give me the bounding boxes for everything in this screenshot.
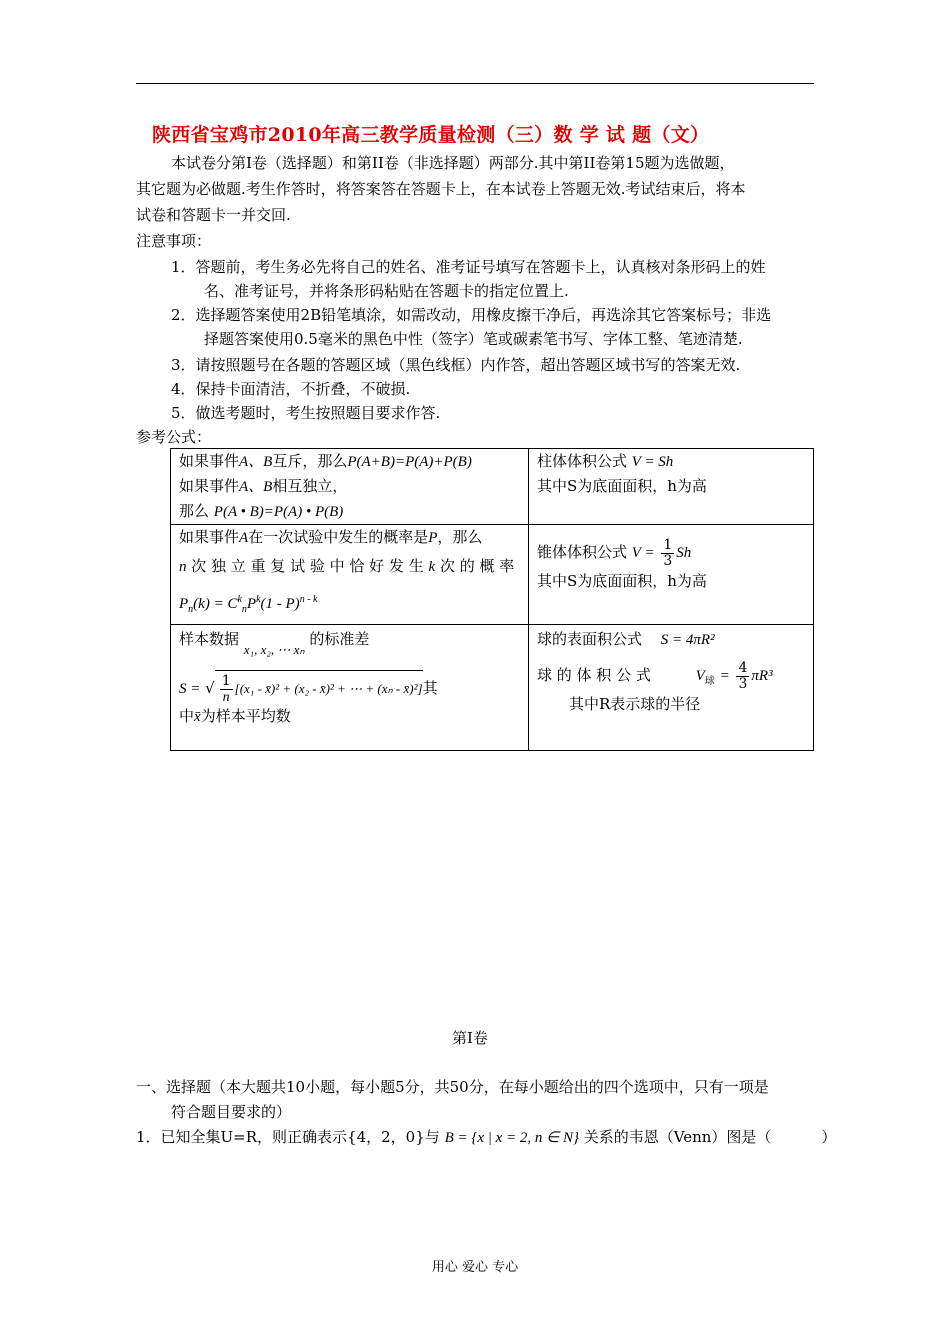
- text: 如果事件: [179, 477, 240, 495]
- page-title: 陕西省宝鸡市2010年高三教学质量检测（三）数 学 试 题（文）: [152, 124, 710, 146]
- math-sum: [(x₁ - x̄)² + (x₂ - x̄)² + ⋯ + (xₙ - x̄)²]: [234, 681, 423, 696]
- numerator: 1: [663, 536, 673, 553]
- stddev-line-1: [179, 627, 520, 657]
- math-pir3: πR³: [751, 668, 773, 684]
- text: 互斥，那么: [272, 452, 348, 470]
- independent-line: [179, 474, 520, 499]
- text: 次 独 立 重 复 试 验 中 恰 好 发 生: [186, 557, 429, 575]
- prism-volume-line: [537, 449, 805, 474]
- intro-line-3: 试卷和答题卡一并交回.: [136, 206, 291, 224]
- math-sub: n: [241, 604, 247, 615]
- denominator: n: [222, 689, 230, 705]
- section-title: 第Ⅰ卷: [452, 1029, 488, 1047]
- math-sup: k: [237, 594, 242, 605]
- formula-cell-prism: [529, 449, 814, 525]
- notice-3: 3．请按照题号在各题的答题区域（黑色线框）内作答，超出答题区域书写的答案无效.: [171, 356, 741, 374]
- fraction: [661, 538, 674, 569]
- math-samples: x₁, x₂, ⋯ xₙ: [243, 642, 305, 657]
- math-prism-volume: V = Sh: [631, 454, 674, 470]
- math-sub: n: [188, 604, 194, 615]
- binomial-formula: [179, 587, 520, 615]
- numerator: 1: [221, 672, 231, 689]
- math-ab: A、B: [239, 454, 273, 470]
- text: 的标准差: [309, 630, 370, 648]
- math-expr: (1 - P): [260, 596, 300, 612]
- math-sub: 球: [704, 676, 715, 687]
- formula-table: [170, 448, 814, 751]
- text: 如果事件: [179, 528, 240, 546]
- intro-line-2: 其它题为必做题.考生作答时，将答案答在答题卡上，在本试卷上答题无效.考试结束后，将本: [136, 180, 746, 198]
- math-sum-rule: P(A+B)=P(A)+P(B): [347, 454, 472, 470]
- part1-heading-cont: 符合题目要求的）: [171, 1103, 292, 1121]
- fraction: [736, 661, 749, 692]
- math-xbar: x̄: [194, 709, 201, 725]
- formula-heading: 参考公式：: [136, 428, 212, 446]
- math-sh: Sh: [676, 545, 692, 561]
- stddev-formula: [179, 670, 520, 704]
- part1-heading: 一、选择题（本大题共10小题，每小题5分，共50分，在每小题给出的四个选项中，只有一项是: [136, 1078, 769, 1096]
- notice-2-cont: 择题答案使用0.5毫米的黑色中性（签字）笔或碳素笔书写、字体工整、笔迹清楚.: [204, 330, 743, 348]
- question-1: [136, 1126, 836, 1147]
- math-sphere-area: S = 4πR²: [660, 632, 715, 648]
- text: 锥体体积公式: [537, 543, 628, 561]
- math-a: A: [239, 530, 249, 546]
- text: 次 的 概 率: [435, 557, 515, 575]
- math-s: S =: [179, 681, 201, 697]
- sphere-area-line: [537, 627, 805, 652]
- math-eq: =: [719, 668, 730, 684]
- stddev-note: [179, 704, 520, 729]
- formula-cell-cone: [529, 525, 814, 625]
- math-p: P: [246, 596, 257, 612]
- q1-text: ）: [821, 1128, 837, 1146]
- math-sup: k: [256, 594, 261, 605]
- formula-cell-stddev: [171, 625, 529, 751]
- sphere-note: 其中R表示球的半径: [569, 695, 701, 713]
- text: ，那么: [437, 528, 483, 546]
- sphere-volume-line: [537, 658, 805, 692]
- math-n: n: [179, 559, 187, 575]
- binomial-line-1: [179, 525, 520, 550]
- numerator: 4: [738, 659, 748, 676]
- q1-text: 关系的韦恩（Venn）图是（: [583, 1128, 772, 1146]
- text: 其: [422, 679, 438, 697]
- fraction: [220, 674, 233, 705]
- math-product-rule: P(A • B)=P(A) • P(B): [213, 504, 344, 520]
- text: 那么: [179, 502, 210, 520]
- cone-volume-line: [537, 535, 805, 569]
- page-footer: 用心 爱心 专心: [431, 1260, 519, 1275]
- text: 球 的 体 积 公 式: [537, 666, 651, 684]
- notice-5: 5．做选考题时，考生按照题目要求作答.: [171, 404, 441, 422]
- text: 相互独立，: [272, 477, 348, 495]
- formula-cell-sphere: [529, 625, 814, 751]
- math-v: V =: [631, 545, 655, 561]
- notice-4: 4．保持卡面清洁，不折叠，不破损.: [171, 380, 411, 398]
- math-v: V: [695, 668, 705, 684]
- intro-line-1: 本试卷分第Ⅰ卷（选择题）和第II卷（非选择题）两部分.其中第II卷第15题为选做题，: [171, 154, 735, 172]
- math-expr: (k) = C: [193, 596, 238, 612]
- math-sup: n - k: [299, 594, 318, 605]
- sqrt-icon: √: [205, 679, 215, 697]
- prism-note: 其中S为底面面积，h为高: [537, 477, 707, 495]
- math-ab: A、B: [239, 479, 273, 495]
- math-p: P: [179, 596, 189, 612]
- math-p: P: [428, 530, 438, 546]
- text: 在一次试验中发生的概率是: [248, 528, 429, 546]
- notice-2: 2．选择题答案使用2B铅笔填涂，如需改动，用橡皮擦干净后，再选涂其它答案标号；非选: [171, 306, 772, 324]
- notice-1-cont: 名、准考证号，并将条形码粘贴在答题卡的指定位置上.: [204, 282, 569, 300]
- text: 样本数据: [179, 630, 240, 648]
- denominator: 3: [663, 552, 673, 569]
- formula-cell-probability: [171, 449, 529, 525]
- formula-cell-binomial: [171, 525, 529, 625]
- mutually-exclusive-line: [179, 449, 520, 474]
- binomial-line-2: [179, 554, 520, 579]
- math-k: k: [428, 559, 436, 575]
- denominator: 3: [738, 675, 748, 692]
- notice-heading: 注意事项：: [136, 232, 212, 250]
- radicand: [215, 670, 423, 706]
- text: 球的表面积公式: [537, 630, 643, 648]
- text: 如果事件: [179, 452, 240, 470]
- product-rule-line: [179, 499, 520, 524]
- text: 中: [179, 707, 195, 725]
- notice-1: 1．答题前，考生务必先将自己的姓名、准考证号填写在答题卡上，认真核对条形码上的姓: [171, 258, 766, 276]
- text: 柱体体积公式: [537, 452, 628, 470]
- q1-text: 1．已知全集U=R，则正确表示{4，2，0}与: [136, 1128, 440, 1146]
- cone-note: 其中S为底面面积，h为高: [537, 572, 707, 590]
- top-rule: [136, 83, 814, 84]
- q1-set-b: B = {x | x = 2, n ∈ N}: [444, 1130, 579, 1146]
- text: 为样本平均数: [200, 707, 291, 725]
